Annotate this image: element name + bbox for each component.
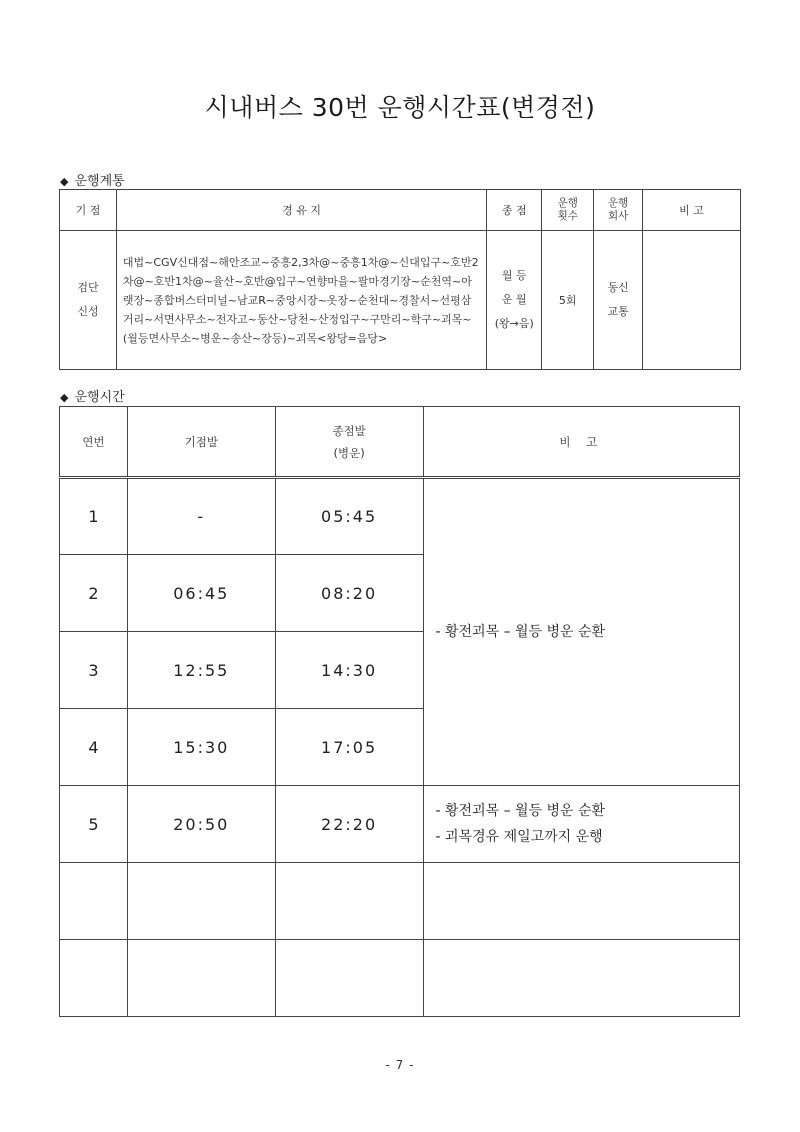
header-trips-line2: 횟수 bbox=[557, 210, 578, 222]
table-row bbox=[60, 863, 740, 940]
header-via: 경 유 지 bbox=[116, 190, 486, 231]
route-terminus bbox=[487, 231, 542, 370]
header-origin-departure: 기점발 bbox=[127, 407, 275, 478]
route-company-line1: 동신 bbox=[607, 281, 629, 294]
terminus-departure-cell: 17:05 bbox=[275, 709, 423, 786]
route-origin-line1: 검단 bbox=[77, 281, 99, 294]
origin-departure-cell bbox=[127, 863, 275, 940]
table-row bbox=[60, 478, 740, 555]
seq-cell: 4 bbox=[60, 709, 128, 786]
diamond-bullet-icon: ◆ bbox=[60, 391, 69, 404]
terminus-departure-cell: 22:20 bbox=[275, 786, 423, 863]
seq-cell: 1 bbox=[60, 478, 128, 555]
header-seq: 연번 bbox=[60, 407, 128, 478]
route-table bbox=[59, 189, 741, 370]
schedule-header-row bbox=[60, 407, 740, 478]
route-header-row bbox=[60, 190, 741, 231]
seq-cell bbox=[60, 863, 128, 940]
route-company-line2: 교통 bbox=[607, 305, 629, 318]
terminus-departure-cell: 05:45 bbox=[275, 478, 423, 555]
origin-departure-cell: 20:50 bbox=[127, 786, 275, 863]
route-terminus-line1: 월 등 bbox=[501, 269, 527, 282]
seq-cell bbox=[60, 940, 128, 1017]
remarks-cell-empty bbox=[423, 940, 739, 1017]
header-company-line2: 회사 bbox=[607, 210, 629, 222]
header-origin: 기 점 bbox=[60, 190, 117, 231]
seq-cell: 3 bbox=[60, 632, 128, 709]
route-origin bbox=[60, 231, 117, 370]
origin-departure-cell: 15:30 bbox=[127, 709, 275, 786]
origin-departure-cell: 06:45 bbox=[127, 555, 275, 632]
table-row bbox=[60, 940, 740, 1017]
header-remarks: 비 고 bbox=[643, 190, 741, 231]
schedule-table bbox=[59, 406, 740, 1017]
route-trips: 5회 bbox=[542, 231, 594, 370]
page-title: 시내버스 30번 운행시간표(변경전) bbox=[204, 93, 596, 122]
header-trips-line1: 운행 bbox=[557, 197, 578, 209]
header-terminus-departure bbox=[275, 407, 423, 478]
header-company bbox=[594, 190, 643, 231]
header-terminus-departure-line2: (병운) bbox=[333, 445, 365, 460]
route-terminus-line3: (왕→음) bbox=[494, 317, 534, 330]
terminus-departure-cell: 14:30 bbox=[275, 632, 423, 709]
table-row bbox=[60, 786, 740, 863]
origin-departure-cell: - bbox=[127, 478, 275, 555]
route-terminus-line2: 운 월 bbox=[501, 293, 527, 306]
route-section-title: 운행계통 bbox=[74, 174, 125, 189]
schedule-section-label bbox=[60, 386, 125, 405]
route-section-label bbox=[60, 170, 125, 189]
route-via-stops: 대법~CGV신대점~해안조교~중흥2,3차@~중흥1차@~신대입구~호반2차@~호반1차@~율산~호반@입구~연향마을~팔마경기장~순천역~아랫장~종합버스터미널~남교R~중앙시장~옷장~순천대~경찰서~선평삼거리~서면사무소~전자고~동산~당천~산정입구~구만리~학구~괴목~(월등면사무소~병운~송산~장등)~괴목<왕당=음당> bbox=[116, 231, 486, 370]
header-company-line1: 운행 bbox=[607, 197, 629, 209]
remarks-row-5-line2: - 괴목경유 제일고까지 운행 bbox=[435, 829, 603, 845]
terminus-departure-cell bbox=[275, 940, 423, 1017]
diamond-bullet-icon: ◆ bbox=[60, 175, 69, 188]
seq-cell: 5 bbox=[60, 786, 128, 863]
page-number: - 7 - bbox=[385, 1058, 415, 1072]
route-company bbox=[594, 231, 643, 370]
remarks-row-5 bbox=[423, 786, 739, 863]
header-trips bbox=[542, 190, 594, 231]
header-schedule-remarks: 비 고 bbox=[423, 407, 739, 478]
remarks-rows-1-4: - 황전괴목 – 월등 병운 순환 bbox=[423, 478, 739, 786]
seq-cell: 2 bbox=[60, 555, 128, 632]
origin-departure-cell bbox=[127, 940, 275, 1017]
remarks-row-5-line1: - 황전괴목 – 월등 병운 순환 bbox=[435, 803, 606, 819]
terminus-departure-cell: 08:20 bbox=[275, 555, 423, 632]
route-origin-line2: 신성 bbox=[77, 305, 99, 318]
remarks-cell-empty bbox=[423, 863, 739, 940]
terminus-departure-cell bbox=[275, 863, 423, 940]
route-remarks bbox=[643, 231, 741, 370]
header-terminus-departure-line1: 종점발 bbox=[332, 423, 366, 438]
schedule-section-title: 운행시간 bbox=[74, 390, 125, 405]
route-row bbox=[60, 231, 741, 370]
header-terminus: 종 점 bbox=[487, 190, 542, 231]
origin-departure-cell: 12:55 bbox=[127, 632, 275, 709]
